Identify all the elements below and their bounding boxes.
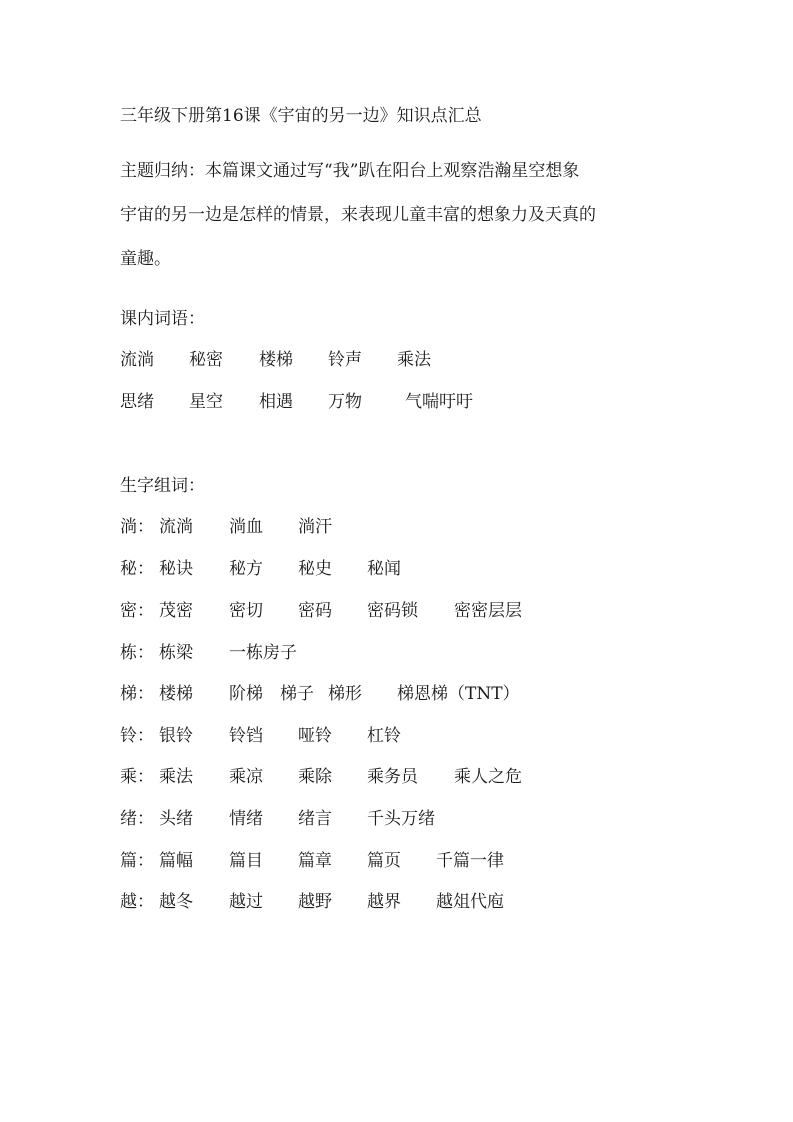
- char-word: 头绪: [159, 809, 193, 829]
- theme-line: 童趣。: [120, 249, 171, 269]
- vocab-word: 楼梯: [259, 350, 293, 370]
- char-label: 越：: [120, 892, 154, 912]
- char-label: 密：: [120, 601, 154, 621]
- char-word: 楼梯: [159, 684, 193, 704]
- char-word: 越界: [367, 892, 401, 912]
- char-word: 梯恩梯（TNT）: [397, 684, 520, 704]
- char-word: 阶梯: [229, 684, 263, 704]
- char-word: 乘法: [159, 767, 193, 787]
- char-word: 绪言: [298, 809, 332, 829]
- char-word: 秘方: [229, 559, 263, 579]
- char-word: 铃铛: [229, 726, 263, 746]
- char-label: 铃：: [120, 726, 154, 746]
- char-word: 乘人之危: [454, 767, 522, 787]
- char-word: 乘凉: [229, 767, 263, 787]
- vocab-word: 气喘吁吁: [405, 392, 473, 412]
- theme-paragraph: [120, 163, 680, 268]
- char-word: 秘诀: [159, 559, 193, 579]
- vocab-word: 相遇: [259, 392, 293, 412]
- char-label: 梯：: [120, 684, 154, 704]
- vocab-word: 思绪: [120, 392, 154, 412]
- char-word: 秘闻: [367, 559, 401, 579]
- theme-line: 主题归纳：本篇课文通过写“我”趴在阳台上观察浩瀚星空想象: [120, 161, 580, 181]
- char-word: 越俎代庖: [436, 892, 504, 912]
- char-label: 淌：: [120, 517, 154, 537]
- char-word: 银铃: [159, 726, 193, 746]
- vocab-word: 乘法: [397, 350, 431, 370]
- char-word: 篇幅: [159, 851, 193, 871]
- vocab-word: 星空: [189, 392, 223, 412]
- doc-title: 三年级下册第16课《宇宙的另一边》知识点汇总: [120, 106, 482, 126]
- char-word: 秘史: [298, 559, 332, 579]
- vocab-word: 万物: [328, 392, 362, 412]
- char-word: 篇目: [229, 851, 263, 871]
- char-word: 梯子: [280, 684, 314, 704]
- char-word: 篇页: [367, 851, 401, 871]
- char-label: 篇：: [120, 851, 154, 871]
- char-word: 篇章: [298, 851, 332, 871]
- char-word: 越冬: [159, 892, 193, 912]
- vocab-word: 流淌: [120, 350, 154, 370]
- char-word: 千头万绪: [367, 809, 435, 829]
- vocab-word: 秘密: [189, 350, 223, 370]
- char-word: 密切: [229, 601, 263, 621]
- char-word: 淌血: [229, 517, 263, 537]
- char-word: 密码锁: [367, 601, 418, 621]
- theme-line: 宇宙的另一边是怎样的情景，来表现儿童丰富的想象力及天真的: [120, 205, 596, 225]
- char-word: 梯形: [328, 684, 362, 704]
- char-word: 淌汗: [298, 517, 332, 537]
- char-word: 乘除: [298, 767, 332, 787]
- char-label: 秘：: [120, 559, 154, 579]
- char-label: 乘：: [120, 767, 154, 787]
- char-word: 乘务员: [367, 767, 418, 787]
- char-word: 一栋房子: [229, 643, 297, 663]
- char-word: 情绪: [229, 809, 263, 829]
- char-word: 千篇一律: [436, 851, 504, 871]
- char-label: 栋：: [120, 643, 154, 663]
- char-label: 绪：: [120, 809, 154, 829]
- vocab-word: 铃声: [328, 350, 362, 370]
- char-word: 越过: [229, 892, 263, 912]
- char-word: 茂密: [159, 601, 193, 621]
- char-word: 哑铃: [298, 726, 332, 746]
- char-word: 栋梁: [159, 643, 193, 663]
- chars-heading: 生字组词：: [120, 476, 205, 496]
- vocab-heading: 课内词语：: [120, 309, 205, 329]
- char-word: 杠铃: [367, 726, 401, 746]
- char-word: 流淌: [159, 517, 193, 537]
- char-word: 密密层层: [454, 601, 522, 621]
- char-word: 密码: [298, 601, 332, 621]
- char-word: 越野: [298, 892, 332, 912]
